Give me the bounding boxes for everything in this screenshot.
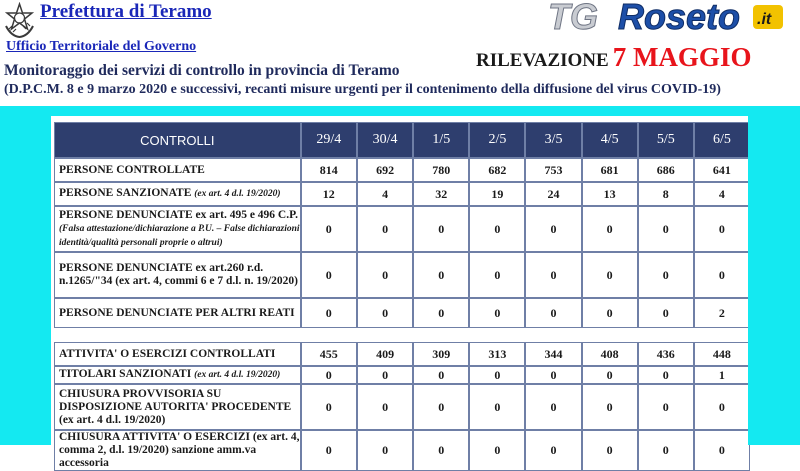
- page-header: [0, 0, 800, 106]
- value-cell: 436: [638, 342, 694, 366]
- right-edge-strip: [748, 116, 751, 445]
- row-label-text: PERSONE SANZIONATE: [59, 187, 192, 199]
- row-label-text: PERSONE DENUNCIATE ex art. 495 e 496 C.P.: [59, 208, 298, 221]
- header-date: 1/5: [413, 122, 469, 158]
- value-cell: 0: [694, 384, 750, 430]
- header-controlli: CONTROLLI: [54, 122, 301, 158]
- logo-tg-text: TG: [548, 0, 598, 36]
- value-cell: 19: [469, 182, 525, 206]
- row-label: [54, 430, 301, 471]
- header-date: 6/5: [694, 122, 750, 158]
- value-cell: 0: [413, 430, 469, 471]
- value-cell: 0: [638, 384, 694, 430]
- logo-roseto-text: Roseto: [618, 0, 741, 36]
- value-cell: 0: [469, 384, 525, 430]
- header-date: 29/4: [301, 122, 357, 158]
- value-cell: 0: [582, 298, 638, 328]
- value-cell: 0: [469, 252, 525, 298]
- table-row: [54, 182, 750, 206]
- controls-sheet: [51, 116, 751, 469]
- header-date: 2/5: [469, 122, 525, 158]
- value-cell: 8: [638, 182, 694, 206]
- table-header-row: [54, 122, 750, 158]
- table-row: [54, 298, 750, 328]
- value-cell: 0: [301, 384, 357, 430]
- value-cell: 0: [357, 430, 413, 471]
- value-cell: 4: [694, 182, 750, 206]
- value-cell: 0: [469, 206, 525, 252]
- value-cell: 0: [638, 366, 694, 384]
- ufficio-subtitle: Ufficio Territoriale del Governo: [6, 39, 197, 54]
- value-cell: 4: [357, 182, 413, 206]
- value-cell: 814: [301, 158, 357, 182]
- row-label-text: PERSONE CONTROLLATE: [59, 163, 205, 176]
- header-date: 3/5: [525, 122, 581, 158]
- row-label: [54, 366, 301, 384]
- value-cell: 0: [525, 252, 581, 298]
- value-cell: 32: [413, 182, 469, 206]
- rilevazione-banner: [476, 42, 751, 73]
- rilevazione-date: 7 MAGGIO: [612, 42, 752, 72]
- row-label: [54, 298, 301, 328]
- row-label-note: (Falsa attestazione/dichiarazione a P.U. – False dichiarazioni identità/qualità personali proprie o altrui): [59, 223, 300, 248]
- value-cell: 0: [694, 430, 750, 471]
- value-cell: 0: [638, 430, 694, 471]
- value-cell: 0: [357, 252, 413, 298]
- value-cell: 409: [357, 342, 413, 366]
- value-cell: 0: [525, 298, 581, 328]
- value-cell: 408: [582, 342, 638, 366]
- row-label-text: CHIUSURA ATTIVITA' O ESERCIZI (ex art. 4, comma 2, d.l. 19/2020) sanzione amm.va accessoria: [59, 431, 300, 469]
- value-cell: 0: [525, 430, 581, 471]
- table-row: [54, 342, 750, 366]
- tg-roseto-logo: [548, 0, 798, 36]
- row-label-note: (ex art. 4 d.l. 19/2020): [194, 370, 281, 380]
- value-cell: 12: [301, 182, 357, 206]
- value-cell: 0: [694, 206, 750, 252]
- header-date: 30/4: [357, 122, 413, 158]
- row-label-note: (ex art. 4 d.l. 19/2020): [194, 189, 281, 199]
- value-cell: 0: [413, 252, 469, 298]
- value-cell: 455: [301, 342, 357, 366]
- value-cell: 0: [357, 206, 413, 252]
- value-cell: 313: [469, 342, 525, 366]
- value-cell: 780: [413, 158, 469, 182]
- value-cell: 0: [413, 206, 469, 252]
- value-cell: 0: [357, 384, 413, 430]
- value-cell: 0: [582, 366, 638, 384]
- value-cell: 448: [694, 342, 750, 366]
- controls-table: [54, 122, 750, 471]
- table-row: [54, 366, 750, 384]
- value-cell: 0: [301, 430, 357, 471]
- value-cell: 0: [582, 430, 638, 471]
- monitoraggio-heading: Monitoraggio dei servizi di controllo in provincia di Teramo: [4, 62, 400, 79]
- value-cell: 681: [582, 158, 638, 182]
- value-cell: 0: [469, 298, 525, 328]
- row-label-text: ATTIVITA' O ESERCIZI CONTROLLATI: [59, 347, 276, 360]
- table-spacer-row: [54, 328, 750, 342]
- value-cell: 2: [694, 298, 750, 328]
- value-cell: 13: [582, 182, 638, 206]
- value-cell: 309: [413, 342, 469, 366]
- italian-emblem-icon: [3, 2, 36, 39]
- value-cell: 0: [413, 366, 469, 384]
- value-cell: 682: [469, 158, 525, 182]
- value-cell: 0: [469, 366, 525, 384]
- value-cell: 0: [638, 298, 694, 328]
- row-label: [54, 252, 301, 298]
- row-label: [54, 182, 301, 206]
- value-cell: 0: [357, 298, 413, 328]
- row-label-text: PERSONE DENUNCIATE PER ALTRI REATI: [59, 306, 295, 319]
- value-cell: 344: [525, 342, 581, 366]
- table-row: [54, 252, 750, 298]
- header-date: 4/5: [582, 122, 638, 158]
- value-cell: 0: [525, 206, 581, 252]
- value-cell: 641: [694, 158, 750, 182]
- value-cell: 692: [357, 158, 413, 182]
- value-cell: 0: [525, 366, 581, 384]
- row-label: [54, 158, 301, 182]
- dpcm-subheading: (D.P.C.M. 8 e 9 marzo 2020 e successivi, recanti misure urgenti per il contenimento della diffusione del virus COVID-19): [4, 82, 721, 97]
- prefettura-title: Prefettura di Teramo: [40, 1, 212, 22]
- header-date: 5/5: [638, 122, 694, 158]
- row-label: [54, 384, 301, 430]
- value-cell: 0: [469, 430, 525, 471]
- table-row: [54, 206, 750, 252]
- value-cell: 0: [582, 206, 638, 252]
- row-label-text: CHIUSURA PROVVISORIA SU DISPOSIZIONE AUTORITA' PROCEDENTE (ex art. 4 d.l. 19/2020): [59, 387, 292, 426]
- table-row: [54, 430, 750, 471]
- row-label: [54, 206, 301, 252]
- value-cell: 753: [525, 158, 581, 182]
- value-cell: 0: [301, 298, 357, 328]
- row-label: [54, 342, 301, 366]
- value-cell: 0: [582, 252, 638, 298]
- value-cell: 0: [413, 384, 469, 430]
- value-cell: 0: [525, 384, 581, 430]
- value-cell: 0: [357, 366, 413, 384]
- value-cell: 686: [638, 158, 694, 182]
- rilevazione-label: RILEVAZIONE: [476, 50, 609, 71]
- value-cell: 0: [582, 384, 638, 430]
- value-cell: 0: [301, 252, 357, 298]
- row-label-text: PERSONE DENUNCIATE ex art.260 r.d. n.1265/"34 (ex art. 4, commi 6 e 7 d.l. n. 19/2020): [59, 262, 298, 287]
- value-cell: 0: [638, 252, 694, 298]
- value-cell: 0: [301, 366, 357, 384]
- value-cell: 0: [694, 252, 750, 298]
- table-row: [54, 384, 750, 430]
- value-cell: 0: [638, 206, 694, 252]
- row-label-text: TITOLARI SANZIONATI: [59, 368, 192, 380]
- table-row: [54, 158, 750, 182]
- value-cell: 0: [301, 206, 357, 252]
- logo-it-text: .it: [757, 11, 772, 28]
- value-cell: 1: [694, 366, 750, 384]
- value-cell: 24: [525, 182, 581, 206]
- value-cell: 0: [413, 298, 469, 328]
